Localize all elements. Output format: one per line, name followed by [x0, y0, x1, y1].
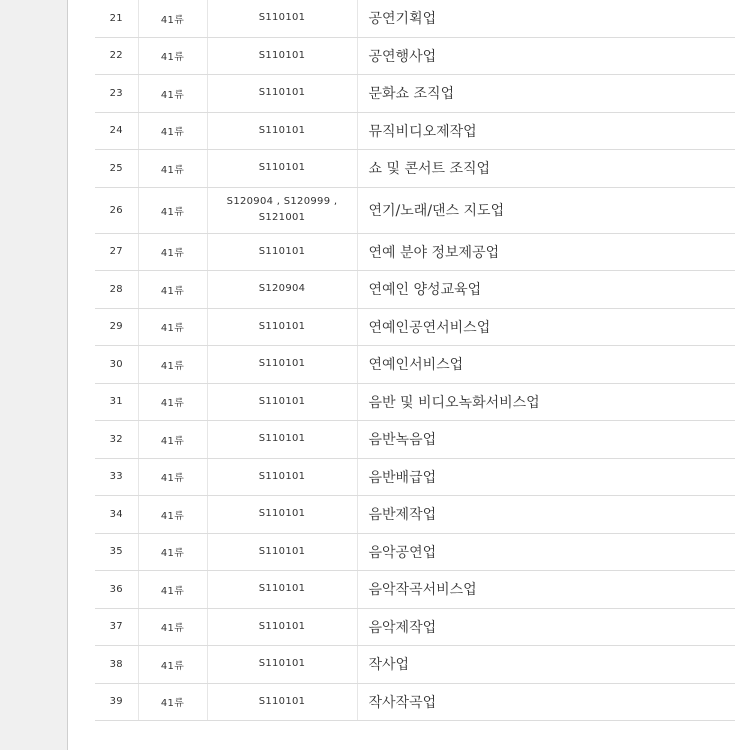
class-cell: 41류	[138, 308, 207, 346]
row-number-cell: 27	[95, 233, 138, 271]
table-row	[95, 646, 735, 684]
table-row	[95, 683, 735, 721]
class-cell: 41류	[138, 37, 207, 75]
class-cell: 41류	[138, 496, 207, 534]
similar-group-code-cell: S110101	[207, 383, 357, 421]
table-row	[95, 0, 735, 37]
table-row	[95, 233, 735, 271]
similar-group-code-cell: S110101	[207, 683, 357, 721]
goods-name-cell: 연예 분야 정보제공업	[357, 233, 735, 271]
class-cell: 41류	[138, 683, 207, 721]
class-cell: 41류	[138, 608, 207, 646]
table-row	[95, 571, 735, 609]
class-cell: 41류	[138, 458, 207, 496]
goods-name-cell: 연예인 양성교육업	[357, 271, 735, 309]
row-number-cell: 31	[95, 383, 138, 421]
similar-group-code-cell: S110101	[207, 421, 357, 459]
similar-group-code-cell: S110101	[207, 533, 357, 571]
table-row	[95, 458, 735, 496]
goods-name-cell: 작사업	[357, 646, 735, 684]
document-page	[67, 0, 750, 750]
goods-name-cell: 문화쇼 조직업	[357, 75, 735, 113]
table-row	[95, 383, 735, 421]
goods-name-cell: 공연기획업	[357, 0, 735, 37]
table-row	[95, 37, 735, 75]
goods-name-cell: 음악제작업	[357, 608, 735, 646]
goods-name-cell: 음악작곡서비스업	[357, 571, 735, 609]
row-number-cell: 34	[95, 496, 138, 534]
similar-group-code-cell: S110101	[207, 0, 357, 37]
goods-name-cell: 공연행사업	[357, 37, 735, 75]
class-cell: 41류	[138, 75, 207, 113]
row-number-cell: 35	[95, 533, 138, 571]
similar-group-code-cell: S110101	[207, 150, 357, 188]
class-cell: 41류	[138, 646, 207, 684]
class-cell: 41류	[138, 271, 207, 309]
similar-group-code-cell: S110101	[207, 75, 357, 113]
table-row	[95, 533, 735, 571]
row-number-cell: 21	[95, 0, 138, 37]
designated-goods-table	[95, 0, 735, 721]
similar-group-code-cell: S110101	[207, 496, 357, 534]
goods-name-cell: 작사작곡업	[357, 683, 735, 721]
table-row	[95, 496, 735, 534]
table-row	[95, 271, 735, 309]
similar-group-code-cell: S110101	[207, 112, 357, 150]
row-number-cell: 25	[95, 150, 138, 188]
table-body	[95, 0, 735, 721]
goods-name-cell: 연기/노래/댄스 지도업	[357, 187, 735, 233]
table-row	[95, 150, 735, 188]
table-row	[95, 308, 735, 346]
class-cell: 41류	[138, 187, 207, 233]
goods-name-cell: 연예인공연서비스업	[357, 308, 735, 346]
goods-name-cell: 쇼 및 콘서트 조직업	[357, 150, 735, 188]
class-cell: 41류	[138, 571, 207, 609]
row-number-cell: 29	[95, 308, 138, 346]
goods-name-cell: 음반 및 비디오녹화서비스업	[357, 383, 735, 421]
similar-group-code-cell: S120904	[207, 271, 357, 309]
class-cell: 41류	[138, 533, 207, 571]
table-row	[95, 187, 735, 233]
row-number-cell: 36	[95, 571, 138, 609]
goods-name-cell: 연예인서비스업	[357, 346, 735, 384]
similar-group-code-cell: S110101	[207, 608, 357, 646]
similar-group-code-cell: S110101	[207, 37, 357, 75]
row-number-cell: 37	[95, 608, 138, 646]
class-cell: 41류	[138, 383, 207, 421]
row-number-cell: 30	[95, 346, 138, 384]
goods-name-cell: 뮤직비디오제작업	[357, 112, 735, 150]
similar-group-code-cell: S110101	[207, 308, 357, 346]
table-row	[95, 112, 735, 150]
similar-group-code-cell: S110101	[207, 458, 357, 496]
class-cell: 41류	[138, 233, 207, 271]
similar-group-code-cell: S110101	[207, 571, 357, 609]
similar-group-code-cell: S110101	[207, 233, 357, 271]
row-number-cell: 22	[95, 37, 138, 75]
table-row	[95, 75, 735, 113]
row-number-cell: 28	[95, 271, 138, 309]
table-row	[95, 421, 735, 459]
row-number-cell: 32	[95, 421, 138, 459]
similar-group-code-cell: S110101	[207, 346, 357, 384]
goods-name-cell: 음반제작업	[357, 496, 735, 534]
row-number-cell: 39	[95, 683, 138, 721]
table-row	[95, 346, 735, 384]
goods-name-cell: 음악공연업	[357, 533, 735, 571]
row-number-cell: 26	[95, 187, 138, 233]
class-cell: 41류	[138, 0, 207, 37]
similar-group-code-cell: S120904 , S120999 , S121001	[207, 187, 357, 233]
table-row	[95, 608, 735, 646]
class-cell: 41류	[138, 421, 207, 459]
similar-group-code-cell: S110101	[207, 646, 357, 684]
class-cell: 41류	[138, 150, 207, 188]
goods-name-cell: 음반배급업	[357, 458, 735, 496]
row-number-cell: 23	[95, 75, 138, 113]
goods-name-cell: 음반녹음업	[357, 421, 735, 459]
row-number-cell: 33	[95, 458, 138, 496]
row-number-cell: 38	[95, 646, 138, 684]
row-number-cell: 24	[95, 112, 138, 150]
class-cell: 41류	[138, 346, 207, 384]
class-cell: 41류	[138, 112, 207, 150]
